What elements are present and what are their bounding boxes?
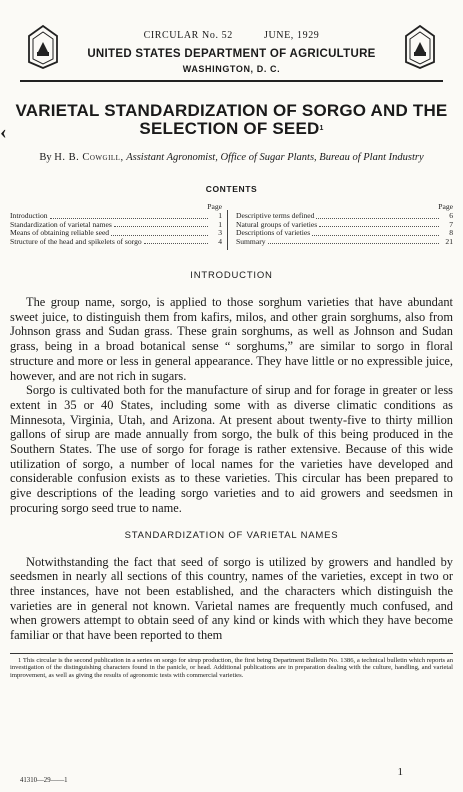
toc-entry[interactable]: Summary 21 xyxy=(236,236,453,246)
contents-heading: CONTENTS xyxy=(205,184,258,194)
standardization-heading: STANDARDIZATION OF VARIETAL NAMES xyxy=(124,529,339,541)
toc-page-label: Page xyxy=(438,202,453,211)
author-name: H. B. Cowgill, xyxy=(54,152,124,163)
department-name: UNITED STATES DEPARTMENT OF AGRICULTURE xyxy=(87,48,376,60)
toc-entry[interactable]: Means of obtaining reliable seed 3 xyxy=(10,228,222,237)
toc-entry[interactable]: Descriptions of varieties 8 xyxy=(236,228,453,237)
toc-left-column xyxy=(10,202,222,246)
footnote-rule xyxy=(10,653,453,654)
page-number: 1 xyxy=(397,766,403,778)
footnote: 1 This circular is the second publication in a series on sorgo for sirup production, the first being Department Bulletin No. 1386, a technical bulletin which reports an investigation of the distinguishing characters found in the panicle, or head. Additional publications are in preparation dealing with the culture, handling, and varietal improvement, as well as giving the results of agronomic tests with commercial varieties. xyxy=(10,656,453,679)
introduction-body xyxy=(10,295,453,516)
department-city: WASHINGTON, D. C. xyxy=(182,64,281,74)
toc-entry[interactable]: Standardization of varietal names 1 xyxy=(10,219,222,229)
body-paragraph: The group name, sorgo, is applied to those sorghum varieties that have abundant sweet juice, to distinguish them from kafirs, milos, and other grain sorghums, also from Johnson grass and Sudan grass. These grain sorghums, as well as Johnson and Sudan grass, being in a broad botanical sense “ sorghums,” are similar to sorgo in floral structure and more or less in general appearance. They have little or no expressible juice, however, and are not rich in sugars. xyxy=(10,295,453,383)
title-text: VARIETAL STANDARDIZATION OF SORGO AND THE SELECTION OF SEED xyxy=(15,101,448,138)
page-footer xyxy=(20,766,443,784)
document-title xyxy=(10,102,453,138)
toc-entry[interactable]: Descriptive terms defined 6 xyxy=(236,211,453,220)
toc-page-label: Page xyxy=(207,202,222,211)
body-paragraph: Sorgo is cultivated both for the manufacture of sirup and for forage in greater or less extent in 35 or 40 States, including some with as diverse climatic conditions as Minnesota, Virginia, Utah, and Arizona. At present about twenty-five to thirty million gallons of sirup are made annually from sorgo, the bulk of this being produced in the Southern States. The use of sorgo for forage is rather extensive. Because of this wide utilization of sorgo, a number of local names for the varieties have developed and considerable confusion exists as to these varieties. This circular has been prepared to give descriptions of the leading sorgo varieties and to aid growers and seedsmen in procuring sorgo seed true to name. xyxy=(10,383,453,515)
print-code: 41310—29——1 xyxy=(20,777,68,784)
body-paragraph: Notwithstanding the fact that seed of sorgo is utilized by growers and handled by seedsmen in nearly all sections of this country, names of the varieties, except in two or three instances, have not been established, and the characters which distinguish the varieties are in general not known. Varietal names are frequently much confused, and when growers attempt to obtain seed of any kind or kinds with which they have become familiar or that have been reported to them xyxy=(10,554,453,643)
margin-bracket-mark: ‹ xyxy=(0,121,7,143)
title-footnote-mark: 1 xyxy=(319,125,324,132)
introduction-heading: INTRODUCTION xyxy=(190,270,273,281)
author-by: By xyxy=(39,152,52,163)
circular-number: CIRCULAR No. 52 xyxy=(143,30,233,41)
standardization-body xyxy=(10,555,453,643)
circular-number-line xyxy=(20,30,443,41)
author-role: Assistant Agronomist, Office of Sugar Plants, Bureau of Plant Industry xyxy=(126,152,424,163)
toc-entry[interactable]: Natural groups of varieties 7 xyxy=(236,219,453,229)
toc-divider xyxy=(227,210,228,250)
toc-entry[interactable]: Introduction 1 xyxy=(10,211,222,220)
toc-right-column xyxy=(236,202,453,246)
toc-entry[interactable]: Structure of the head and spikelets of sorgo 4 xyxy=(10,236,222,246)
author-line xyxy=(28,152,435,164)
circular-header xyxy=(20,0,443,82)
table-of-contents xyxy=(10,202,453,250)
circular-date: JUNE, 1929 xyxy=(263,30,320,41)
